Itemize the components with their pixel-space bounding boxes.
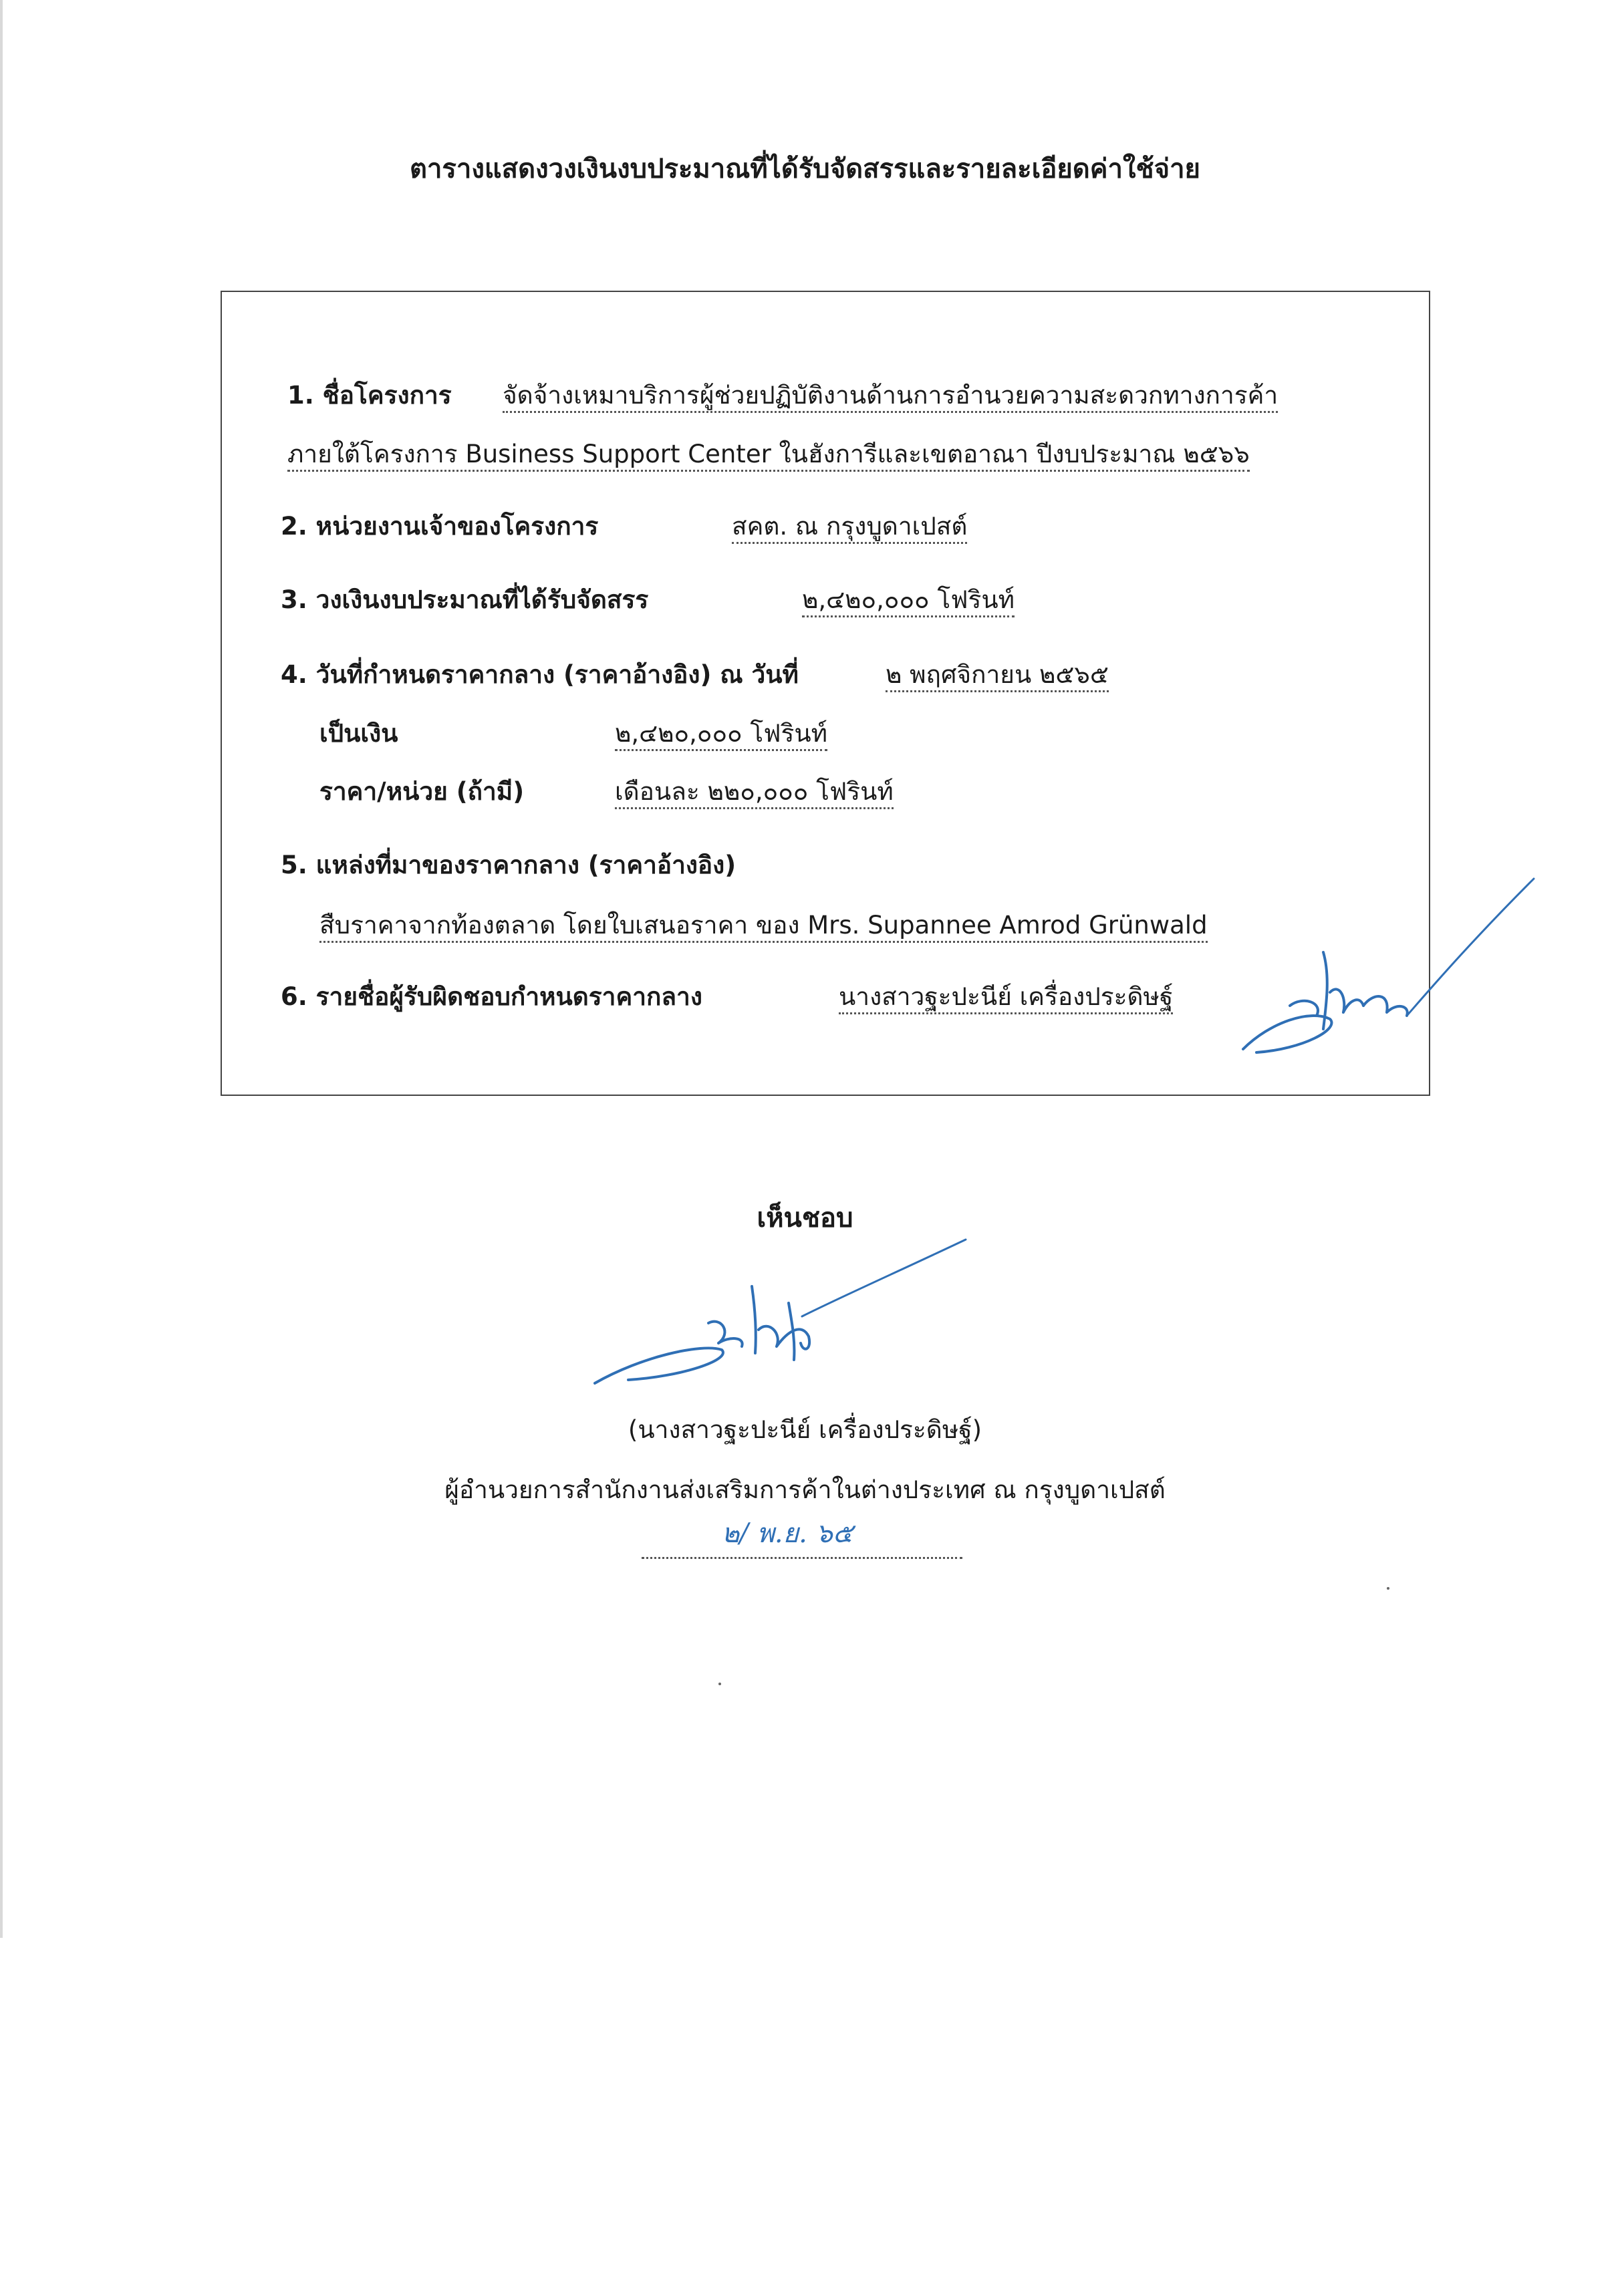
project-value-1: จัดจ้างเหมาบริการผู้ช่วยปฏิบัติงานด้านการอำนวยความสะดวกทางการค้า: [503, 381, 1278, 413]
responsible-label: 6. รายชื่อผู้รับผิดชอบกำหนดราคากลาง: [281, 982, 702, 1011]
project-row: [287, 376, 452, 415]
agency-value-wrap: [732, 507, 967, 546]
source-label: 5. แหล่งที่มาของราคากลาง (ราคาอ้างอิง): [281, 851, 736, 879]
agency-label: 2. หน่วยงานเจ้าของโครงการ: [281, 512, 599, 541]
project-value-line1: [503, 376, 1278, 415]
approval-date-handwritten: ๒/ พ.ย. ๖๕: [722, 1518, 853, 1549]
date-value: ๒ พฤศจิกายน ๒๕๖๕: [886, 660, 1109, 692]
date-value-wrap: [886, 655, 1109, 694]
approval-signature: [588, 1223, 976, 1397]
responsible-value: นางสาวฐะปะนีย์ เครื่องประดิษฐ์: [839, 982, 1173, 1014]
unit-price-row: [319, 772, 524, 811]
project-value-line2: [287, 434, 1250, 474]
source-row: [281, 845, 736, 885]
source-value: สืบราคาจากท้องตลาด โดยใบเสนอราคา ของ Mrs. Supannee Amrod Grünwald: [319, 911, 1208, 943]
unit-price-label: ราคา/หน่วย (ถ้ามี): [319, 777, 525, 806]
date-row: [281, 655, 799, 694]
unit-price-value-wrap: [615, 772, 894, 811]
budget-row: [281, 580, 648, 619]
approver-position: ผู้อำนวยการสำนักงานส่งเสริมการค้าในต่างประเทศ ณ กรุงบูดาเปสต์: [444, 1475, 1166, 1504]
amount-value: ๒,๔๒๐,๐๐๐ โฟรินท์: [615, 719, 827, 751]
agency-value: สคต. ณ กรุงบูดาเปสต์: [732, 512, 967, 544]
project-value-2: ภายใต้โครงการ Business Support Center ในฮังการีและเขตอาณา ปีงบประมาณ ๒๕๖๖: [287, 440, 1250, 472]
scan-edge-shadow: [0, 0, 3, 1938]
page-title: ตารางแสดงวงเงินงบประมาณที่ได้รับจัดสรรและรายละเอียดค่าใช้จ่าย: [409, 154, 1200, 184]
project-label: 1. ชื่อโครงการ: [287, 381, 452, 410]
amount-value-wrap: [615, 714, 827, 753]
budget-value: ๒,๔๒๐,๐๐๐ โฟรินท์: [802, 585, 1015, 617]
agency-row: [281, 507, 598, 546]
amount-label: เป็นเงิน: [319, 719, 398, 748]
approval-heading: เห็นชอบ: [757, 1203, 853, 1234]
responsible-value-wrap: [839, 977, 1173, 1016]
responsible-row: [281, 977, 702, 1016]
approver-name: (นางสาวฐะปะนีย์ เครื่องประดิษฐ์): [628, 1415, 982, 1444]
unit-price-value: เดือนละ ๒๒๐,๐๐๐ โฟรินท์: [615, 777, 894, 809]
budget-label: 3. วงเงินงบประมาณที่ได้รับจัดสรร: [281, 585, 649, 614]
budget-value-wrap: [802, 580, 1015, 619]
date-label: 4. วันที่กำหนดราคากลาง (ราคาอ้างอิง) ณ วันที่: [281, 660, 799, 689]
scan-speck: [1387, 1587, 1389, 1590]
amount-row: [319, 714, 398, 753]
source-value-wrap: [319, 905, 1208, 945]
responsible-signature: [1230, 869, 1537, 1069]
scan-speck: [718, 1683, 721, 1685]
